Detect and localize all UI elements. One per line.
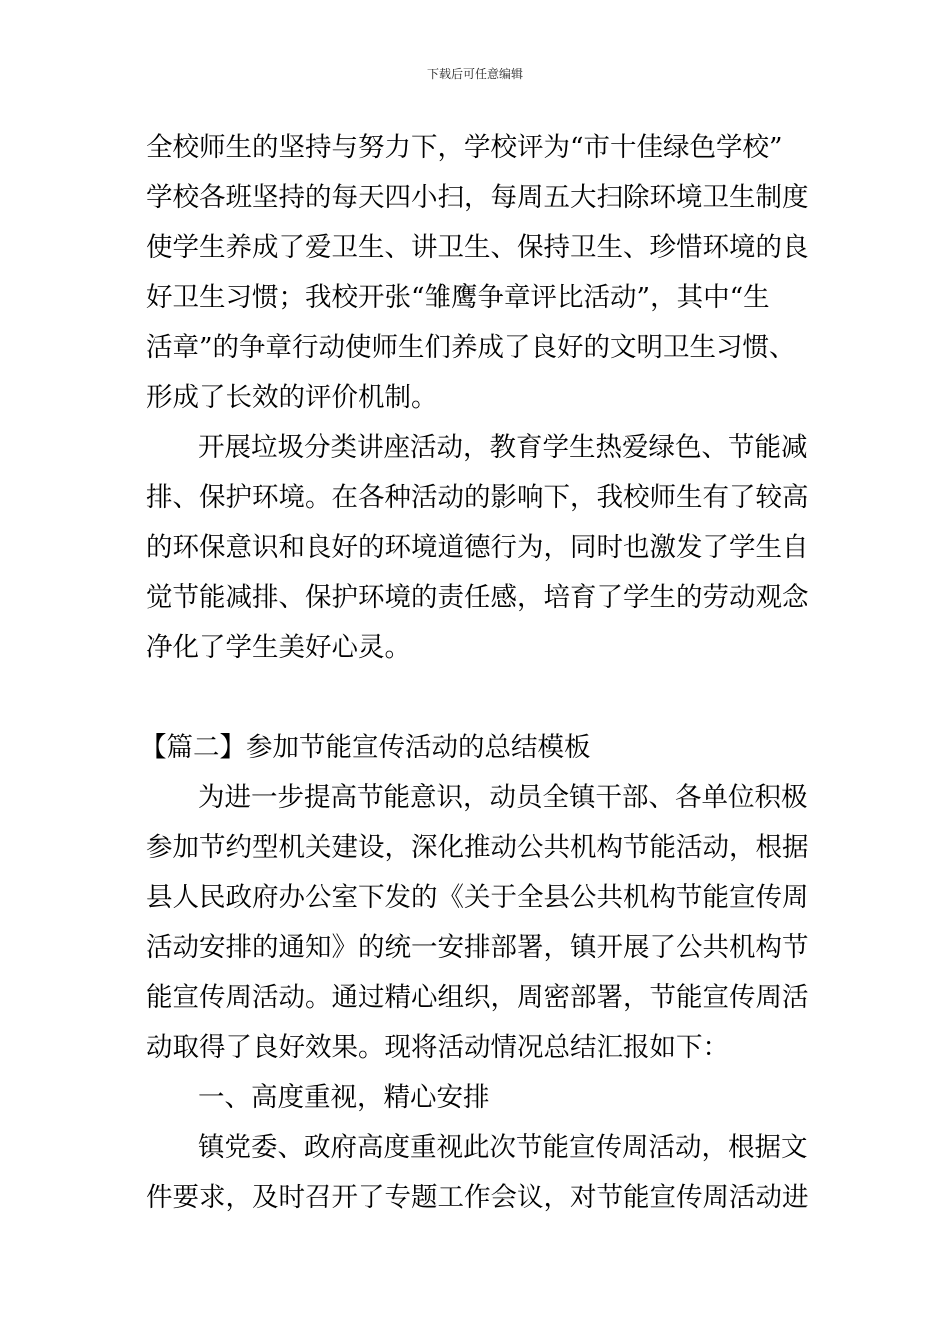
text-line: 能宣传周活动。通过精心组织，周密部署，节能宣传周活 — [146, 982, 809, 1013]
subsection-heading: 一、高度重视，精心安排 — [198, 1082, 490, 1113]
text-line: 形成了长效的评价机制。 — [146, 382, 438, 413]
text-line: 全校师生的坚持与努力下，学校评为“市十佳绿色学校” — [146, 132, 783, 163]
text-line: 镇党委、政府高度重视此次节能宣传周活动，根据文 — [198, 1132, 808, 1163]
text-line: 件要求，及时召开了专题工作会议，对节能宣传周活动进 — [146, 1182, 809, 1213]
text-line: 好卫生习惯；我校开张“雏鹰争章评比活动”，其中“生 — [146, 282, 770, 313]
text-line: 活动安排的通知》的统一安排部署，镇开展了公共机构节 — [146, 932, 809, 963]
text-line: 的环保意识和良好的环境道德行为，同时也激发了学生自 — [146, 532, 809, 563]
section-heading: 【篇二】参加节能宣传活动的总结模板 — [140, 732, 591, 763]
text-line: 活章”的争章行动使师生们养成了良好的文明卫生习惯、 — [146, 332, 796, 363]
text-line: 排、保护环境。在各种活动的影响下，我校师生有了较高 — [146, 482, 809, 513]
text-line: 县人民政府办公室下发的《关于全县公共机构节能宣传周 — [146, 882, 809, 913]
text-line: 学校各班坚持的每天四小扫，每周五大扫除环境卫生制度 — [146, 182, 809, 213]
text-line: 使学生养成了爱卫生、讲卫生、保持卫生、珍惜环境的良 — [146, 232, 809, 263]
text-line: 净化了学生美好心灵。 — [146, 632, 411, 663]
page-header: 下载后可任意编辑 — [426, 67, 523, 81]
text-line: 为进一步提高节能意识，动员全镇干部、各单位积极 — [198, 782, 808, 813]
text-line: 觉节能减排、保护环境的责任感，培育了学生的劳动观念 — [146, 582, 809, 613]
text-line: 动取得了良好效果。现将活动情况总结汇报如下： — [146, 1032, 729, 1063]
text-line: 参加节约型机关建设，深化推动公共机构节能活动，根据 — [146, 832, 809, 863]
text-line: 开展垃圾分类讲座活动，教育学生热爱绿色、节能减 — [198, 432, 808, 463]
